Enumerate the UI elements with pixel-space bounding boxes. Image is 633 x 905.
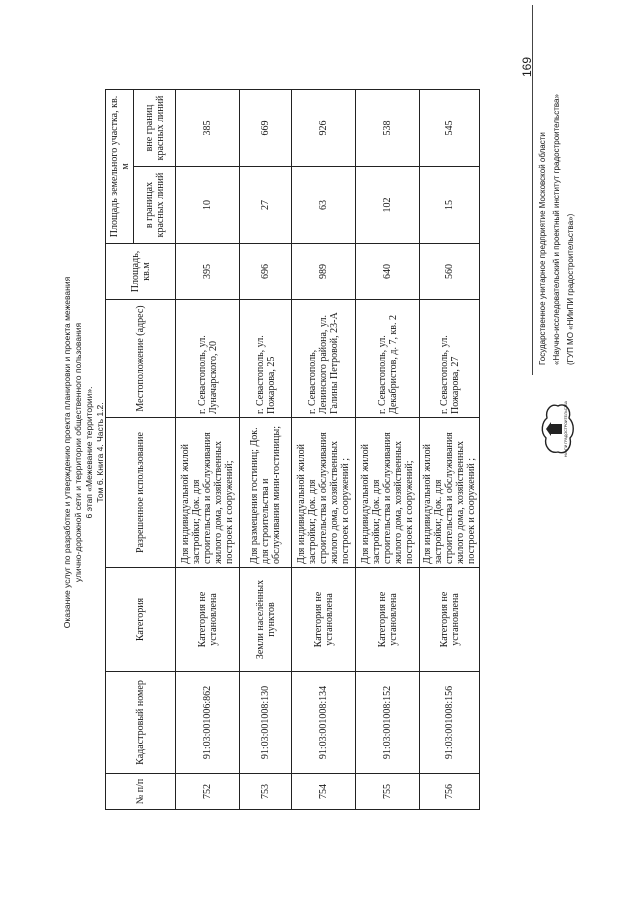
cell-area: 560 — [420, 244, 480, 300]
cell-out-red-lines: 545 — [420, 90, 480, 167]
table-row — [420, 90, 480, 810]
cell-area: 989 — [292, 244, 356, 300]
logo-text: НИиПИ ГРАДОСТРОИТЕЛЬСТВА — [564, 400, 568, 458]
page-number: 169 — [520, 56, 534, 77]
cell-permitted-use: Для индивидуальной жилой застройки; Док. для строительства и обслуживания жилого дома, хозяйственных построек и сооружений; — [356, 418, 420, 568]
cell-num: 756 — [420, 774, 480, 810]
cell-in-red-lines: 10 — [176, 167, 240, 244]
footer-divider — [532, 5, 533, 375]
header-line-3: 6 этап «Межевание территории». — [84, 386, 94, 519]
cell-cadastral: 91:03:001008:156 — [420, 672, 480, 774]
cell-category: Категория не установлена — [356, 568, 420, 672]
cell-cadastral: 91:03:001008:152 — [356, 672, 420, 774]
cell-permitted-use: Для индивидуальной жилой застройки; Док. для строительства и обслуживания жилого дома, хозяйственных построек и сооружений ; — [292, 418, 356, 568]
header-permitted-use: Разрешенное использование — [106, 418, 176, 568]
cell-out-red-lines: 926 — [292, 90, 356, 167]
table-row — [356, 90, 420, 810]
cell-in-red-lines: 102 — [356, 167, 420, 244]
cell-permitted-use: Для индивидуальной жилой застройки; Док. для строительства и обслуживания жилого дома, хозяйственных построек и сооружений ; — [420, 418, 480, 568]
cell-area: 640 — [356, 244, 420, 300]
header-num: № п/п — [106, 774, 176, 810]
cell-in-red-lines: 27 — [240, 167, 292, 244]
cell-num: 753 — [240, 774, 292, 810]
cell-category: Категория не установлена — [176, 568, 240, 672]
cell-cadastral: 91:03:001008:134 — [292, 672, 356, 774]
cell-location: г. Севастополь, ул. Декабристов, д. 7, кв. 2 — [356, 300, 420, 418]
cell-cadastral: 91:03:001008:130 — [240, 672, 292, 774]
table-row — [292, 90, 356, 810]
land-plots-table — [105, 89, 480, 810]
header-in-red-lines: в границах красных линий — [134, 167, 176, 244]
header-land-area: Площадь земельного участка, кв. м — [106, 90, 134, 244]
cell-num: 752 — [176, 774, 240, 810]
header-out-red-lines: вне границ красных линий — [134, 90, 176, 167]
cell-category: Земли населённых пунктов — [240, 568, 292, 672]
cell-out-red-lines: 669 — [240, 90, 292, 167]
cell-category: Категория не установлена — [420, 568, 480, 672]
institute-logo-icon — [538, 400, 578, 458]
cell-location: г. Севастополь, ул. Пожарова, 25 — [240, 300, 292, 418]
cell-location: г. Севастополь, ул. Луначарского, 20 — [176, 300, 240, 418]
cell-num: 755 — [356, 774, 420, 810]
cell-location: г. Севастополь, Ленинского района, ул. Галины Петровой, 23-А — [292, 300, 356, 418]
header-line-2: улично-дорожной сети и территории общественного пользования — [73, 322, 83, 583]
cell-in-red-lines: 15 — [420, 167, 480, 244]
cell-cadastral: 91:03:001006:862 — [176, 672, 240, 774]
header-category: Категория — [106, 568, 176, 672]
header-line-1: Оказание услуг по разработке и утверждению проекта планировки и проекта межевания — [62, 276, 72, 629]
cell-permitted-use: Для индивидуальной жилой застройки; Док. для строительства и обслуживания жилого дома, хозяйственных построек и сооружений; — [176, 418, 240, 568]
header-location: Местоположение (адрес) — [106, 300, 176, 418]
cell-location: г. Севастополь, ул. Пожарова, 27 — [420, 300, 480, 418]
cell-out-red-lines: 385 — [176, 90, 240, 167]
cell-num: 754 — [292, 774, 356, 810]
cell-area: 395 — [176, 244, 240, 300]
footer-line-1: Государственное унитарное предприятие Московской области — [538, 132, 547, 365]
table-row — [176, 90, 240, 810]
header-line-4: Том 6. Книга 4. Часть 1.2. — [95, 402, 105, 503]
footer-line-3: (ГУП МО «НИиПИ градостроительства») — [566, 213, 575, 365]
cell-permitted-use: Для размещения гостиниц; Док. для строительства и обслуживания мини-гостиницы; — [240, 418, 292, 568]
table-row — [240, 90, 292, 810]
cell-out-red-lines: 538 — [356, 90, 420, 167]
cell-area: 696 — [240, 244, 292, 300]
cell-category: Категория не установлена — [292, 568, 356, 672]
cell-in-red-lines: 63 — [292, 167, 356, 244]
header-area: Площадь, кв.м — [106, 244, 176, 300]
footer-line-2: «Научно-исследовательский и проектный институт градостроительства» — [552, 94, 561, 365]
header-cadastral: Кадастровый номер — [106, 672, 176, 774]
